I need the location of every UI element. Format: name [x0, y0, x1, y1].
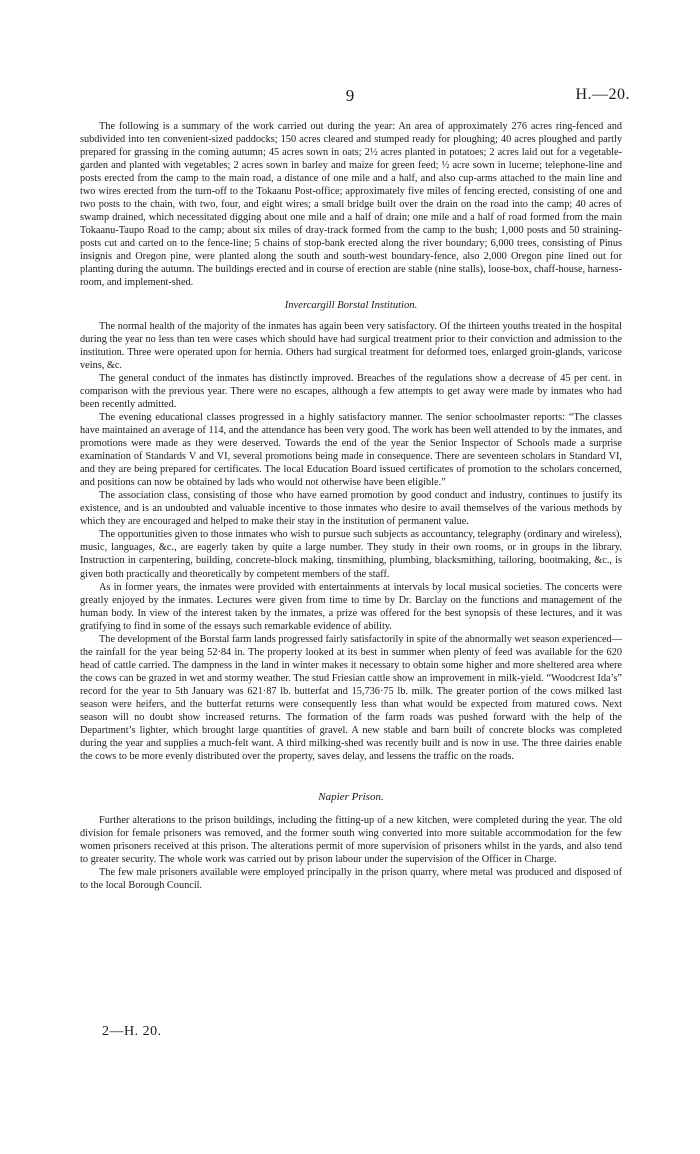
paragraph: The general conduct of the inmates has distinctly improved. Breaches of the regulations show a decrease of 45 per cent. in comparison with the previous year. There were no escapes, although a few attempts to get away were made by inmates who had been recently admitted.	[80, 373, 622, 411]
section-work-summary	[80, 120, 622, 289]
paragraph: The following is a summary of the work carried out during the year: An area of approximately 276 acres ring-fenced and subdivided into ten convenient-sized paddocks; 150 acres cleared and stumped ready for ploughing; 40 acres ploughed and partly prepared for grassing in the coming autumn; 45 acres sown in oats; 2½ acres planted in potatoes; 2 acres laid out for a vegetable-garden and planted with vegetables; 2 acres sown in barley and maize for green feed; ½ acre sown in lucerne; telephone-line and posts erected from the camp to the main road, a distance of one mile and a half, and also cup-arms attached to the main line and two wires erected from the turn-off to the Tokaanu Post-office; approximately five miles of fencing erected, consisting of one and two posts to the chain, with two, four, and eight wires; a small bridge built over the drain on the road into the camp; 40 acres of swamp drained, which necessitated digging about one mile and a half of drain; one mile and a half of road formed from the main Tokaanu-Taupo Road to the camp; about six miles of dray-track formed from the camp to the bush; 1,000 posts and 50 straining-posts cut and carted on to the fence-line; 5 chains of stop-bank erected along the river boundary; 6,000 trees, consisting of Pinus insignis and Oregon pine, were planted along the south and south-west boundary-fence, also 2,000 Oregon pine lined out for planting during the autumn. The buildings erected and in course of erection are stable (nine stalls), loose-box, chaff-house, harness-room, and implement-shed.	[80, 121, 622, 289]
paragraph: The evening educational classes progressed in a highly satisfactory manner. The senior schoolmaster reports: “The classes have maintained an average of 114, and the attendance has been very good. The work has been well attended to by the inmates, and promotions were made as they were deserved. Towards the end of the year the Senior Inspector of Schools made a surprise examination of Standards V and VI, several promotions being made in consequence. There are seventeen scholars in Standard VI, and they are being prepared for certificates. The local Education Board issued certificates of promotion to the scholars concerned, and positions can now be obtained by lads who would not otherwise have been eligible.”	[80, 412, 622, 489]
paragraph: As in former years, the inmates were provided with entertainments at intervals by local musical societies. The concerts were greatly enjoyed by the inmates. Lectures were given from time to time by Dr. Barclay on the functions and management of the human body. In view of the interest taken by the inmates, a prize was offered for the best synopsis of these lectures, and it was gratifying to find in some of the essays such remarkable evidence of ability.	[80, 581, 622, 632]
paragraph: The development of the Borstal farm lands progressed fairly satisfactorily in spite of the abnormally wet season experienced—the rainfall for the year being 52·84 in. The property looked at its best in summer when plenty of feed was available for the 620 head of cattle carried. The dampness in the land in winter makes it necessary to obtain some higher and more sheltered area where the cows can be grazed in wet and stormy weather. The stud Friesian cattle show an improvement in milk-yield. “Woodcrest Ida’s” record for the year to 5th January was 621·87 lb. butterfat and 15,736·75 lb. milk. The greater portion of the cows milked last season were heifers, and the butterfat returns were consequently less than what would be expected from matured cows. Next season will no doubt show increased returns. The formation of the farm roads was pushed forward with the help of the Department’s lighter, which brought large quantities of gravel. A new stable and barn built of concrete blocks was completed during the year and supplies a much-felt want. A third milking-shed was recently built and is now in use. The three dairies enable the cows to be more evenly distributed over the property, saves delay, and lessens the traffic on the roads.	[80, 633, 622, 762]
paragraph: Further alterations to the prison buildings, including the fitting-up of a new kitchen, were completed during the year. The old division for female prisoners was removed, and the former south wing converted into more suitable accommodation for the few women prisoners received at this prison. The alterations permit of more supervision of prisoners whilst in the yards, and also tend to greater security. The whole work was carried out by prison labour under the supervision of the Officer in Charge.	[80, 814, 622, 865]
section-invercargill	[80, 299, 622, 763]
page-number: 9	[345, 86, 355, 105]
section-heading: Napier Prison.	[318, 790, 384, 803]
footer-signature-mark: 2—H. 20.	[102, 1024, 162, 1039]
paragraph: The few male prisoners available were employed principally in the prison quarry, where metal was produced and disposed of to the local Borough Council.	[80, 866, 622, 891]
paragraph: The association class, consisting of those who have earned promotion by good conduct and industry, continues to justify its existence, and is an undoubted and valuable incentive to those inmates who desire to avail themselves of the various methods by which they are encouraged and helped to make their stay in the institution of permanent value.	[80, 490, 622, 528]
paragraph: The normal health of the majority of the inmates has again been very satisfactory. Of the thirteen youths treated in the hospital during the year no less than ten were cases which should have had surgical treatment prior to their conviction and admission to the institution. Three were operated upon for hernia. Others had surgical treatment for deformed toes, enlarged groin-glands, varicose veins, &c.	[80, 321, 622, 372]
page-body	[80, 120, 622, 892]
document-reference: H.—20.	[575, 86, 630, 103]
section-heading: Invercargill Borstal Institution.	[284, 300, 418, 312]
section-napier	[80, 791, 622, 892]
paragraph: The opportunities given to those inmates who wish to pursue such subjects as accountancy, telegraphy (ordinary and wireless), music, languages, &c., are eagerly taken by quite a large number. They study in their own rooms, or in groups in the library. Instruction in carpentering, building, concrete-block making, tinsmithing, plumbing, blacksmithing, tailoring, bootmaking, &c., is given both practically and theoretically by competent members of the staff.	[80, 529, 622, 580]
